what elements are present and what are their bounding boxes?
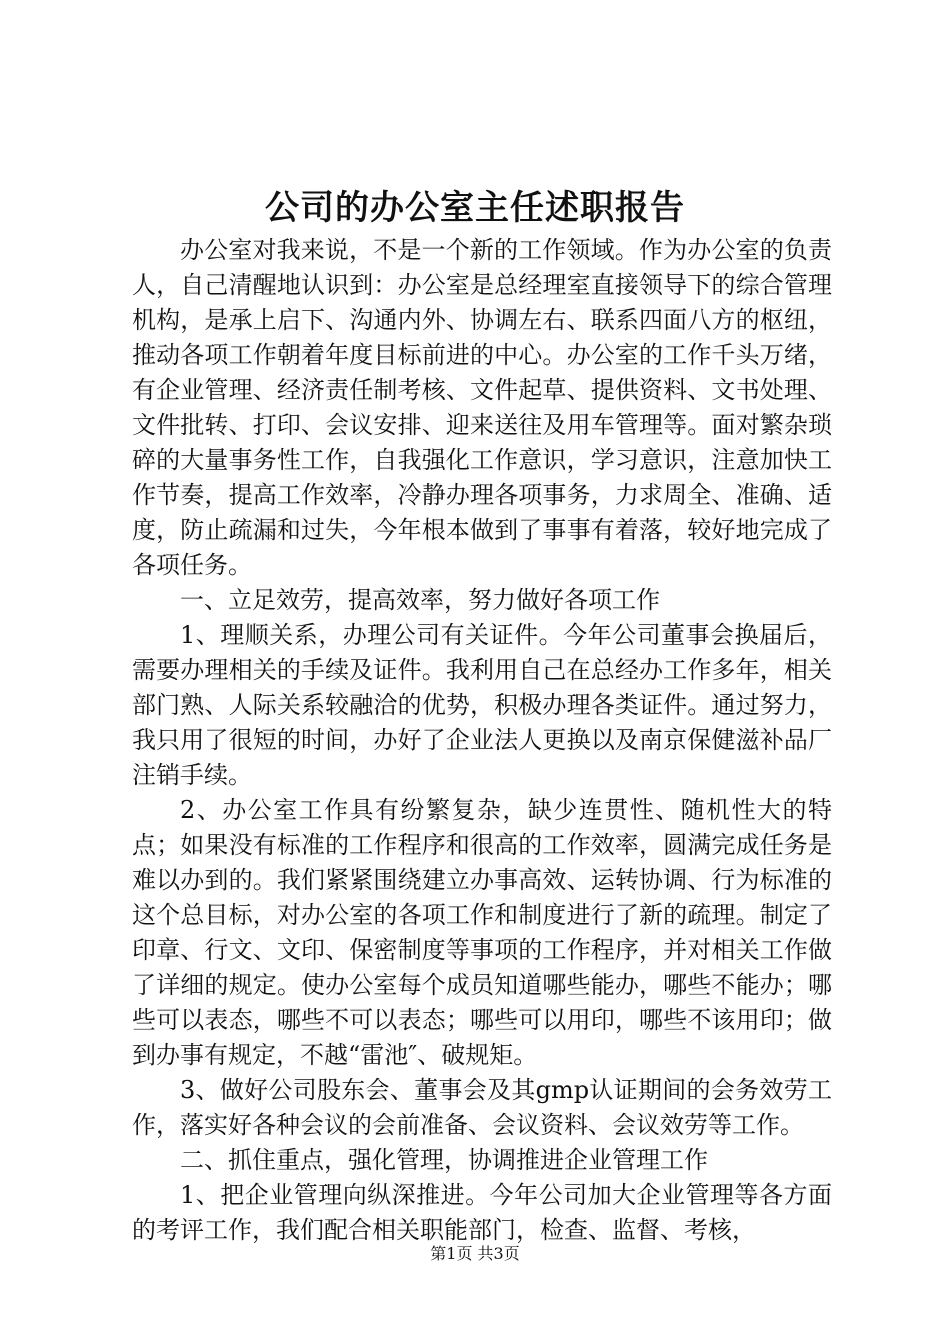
paragraph-2-1: 1、把企业管理向纵深推进。今年公司加大企业管理等各方面的考评工作，我们配合相关职能部门，检查、监督、考核， [132,1181,832,1244]
document-title: 公司的办公室主任述职报告 [265,188,685,228]
paragraph-intro: 办公室对我来说，不是一个新的工作领域。作为办公室的负责人，自己清醒地认识到：办公室是总经理室直接领导下的综合管理机构，是承上启下、沟通内外、协调左右、联系四面八方的枢纽，推动各项工作朝着年度目标前进的中心。办公室的工作千头万绪，有企业管理、经济责任制考核、文件起草、提供资料、文书处理、文件批转、打印、会议安排、迎来送往及用车管理等。面对繁杂琐碎的大量事务性工作，自我强化工作意识，学习意识，注意加快工作节奏，提高工作效率，冷静办理各项事务，力求周全、准确、适度，防止疏漏和过失，今年根本做到了事事有着落，较好地完成了各项任务。 [132,236,832,579]
page-number-footer: 第1页 共3页 [430,1244,520,1263]
section-heading-1: 一、立足效劳，提高效率，努力做好各项工作 [180,586,660,614]
paragraph-1-1: 1、理顺关系，办理公司有关证件。今年公司董事会换届后，需要办理相关的手续及证件。我利用自己在总经办工作多年，相关部门熟、人际关系较融洽的优势，积极办理各类证件。通过努力，我只用了很短的时间，办好了企业法人更换以及南京保健滋补品厂注销手续。 [132,621,832,789]
section-heading-2: 二、抓住重点，强化管理，协调推进企业管理工作 [180,1146,708,1174]
document-body [132,233,832,1248]
paragraph-1-2: 2、办公室工作具有纷繁复杂，缺少连贯性、随机性大的特点；如果没有标准的工作程序和很高的工作效率，圆满完成任务是难以办到的。我们紧紧围绕建立办事高效、运转协调、行为标准的这个总目标，对办公室的各项工作和制度进行了新的疏理。制定了印章、行文、文印、保密制度等事项的工作程序，并对相关工作做了详细的规定。使办公室每个成员知道哪些能办，哪些不能办；哪些可以表态，哪些不可以表态；哪些可以用印，哪些不该用印；做到办事有规定，不越“雷池″、破规矩。 [132,796,832,1069]
paragraph-1-3: 3、做好公司股东会、董事会及其gmp认证期间的会务效劳工作，落实好各种会议的会前准备、会议资料、会议效劳等工作。 [132,1076,832,1139]
